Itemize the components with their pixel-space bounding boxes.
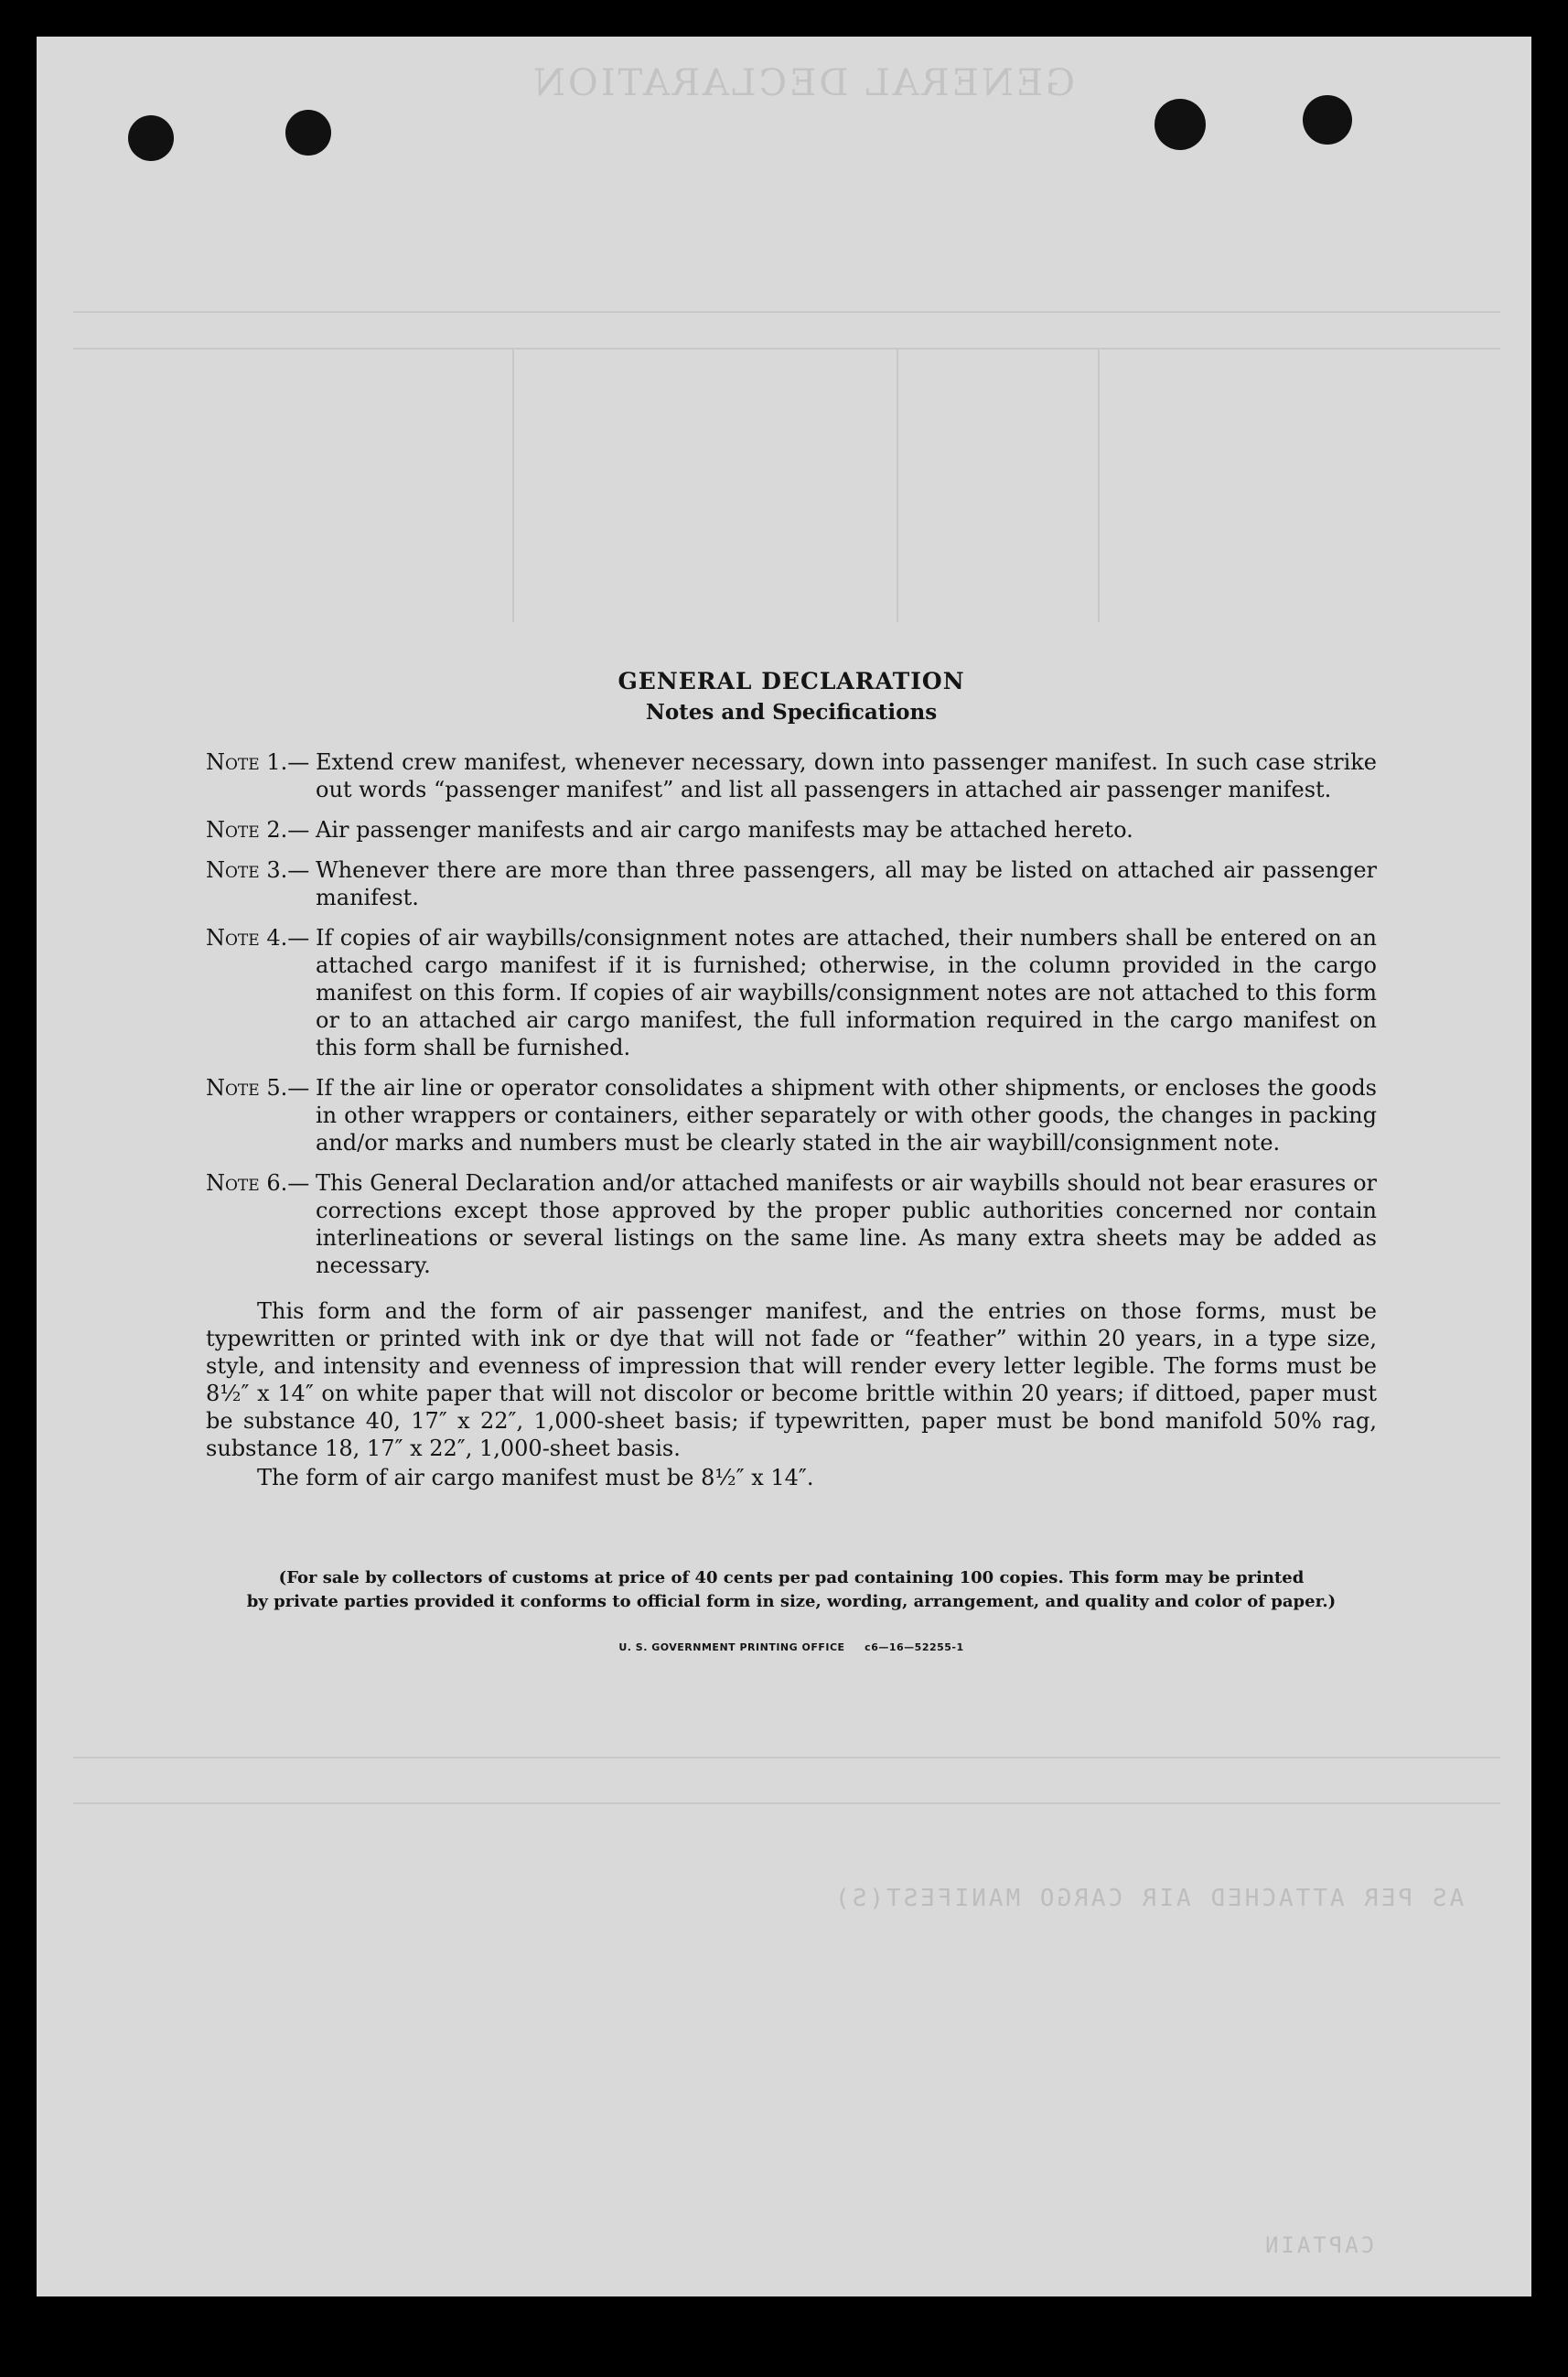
page-subtitle: Notes and Specifications	[645, 700, 938, 725]
printing-office-imprint: U. S. GOVERNMENT PRINTING OFFICE c6—16—52255-1	[618, 1641, 964, 1653]
note-label: Note 5.—	[206, 1075, 310, 1101]
punch-hole	[1303, 95, 1352, 145]
cargo-manifest-size-note: The form of air cargo manifest must be 8½″ x 14″.	[257, 1465, 814, 1490]
notes-and-specifications	[206, 631, 1377, 1653]
note-6	[206, 1169, 1377, 1279]
note-2	[206, 816, 1377, 844]
sale-notice-line: by private parties provided it conforms to official form in size, wording, arrangement, and quality and color of paper.)	[246, 1592, 1337, 1611]
document-page	[37, 37, 1531, 2296]
bleed-through-rule	[897, 348, 898, 622]
note-text: Air passenger manifests and air cargo manifests may be attached hereto.	[316, 817, 1133, 843]
page-title: GENERAL DECLARATION	[618, 668, 965, 694]
note-text: If the air line or operator consolidates a shipment with other shipments, or encloses the goods in other wrappers or containers, either separately or with other goods, the changes in packing and/or marks and numbers must be clearly stated in the air waybill/consignment note.	[316, 1075, 1377, 1156]
bleed-through-rule	[73, 348, 1500, 350]
note-label: Note 2.—	[206, 817, 310, 843]
note-label: Note 4.—	[206, 925, 310, 951]
note-1	[206, 748, 1377, 803]
specification-paragraph: This form and the form of air passenger manifest, and the entries on those forms, must be typewritten or printed with ink or dye that will not fade or “feather” within 20 years, in a type size, style, and intensity and evenness of impression that will render every letter legible. The forms must be 8½″ x 14″ on white paper that will not discolor or become brittle within 20 years; if dittoed, paper must be substance 40, 17″ x 22″, 1,000-sheet basis; if typewritten, paper must be bond manifold 50% rag, substance 18, 17″ x 22″, 1,000-sheet basis.	[206, 1298, 1377, 1461]
note-label: Note 6.—	[206, 1170, 310, 1196]
note-5	[206, 1074, 1377, 1156]
bleed-through-cargo-stamp: AS PER ATTACHED AIR CARGO MANIFEST(S)	[832, 1885, 1465, 1912]
bleed-through-rule	[1098, 348, 1100, 622]
bleed-through-captain: CAPTAIN	[1262, 2232, 1375, 2258]
note-4	[206, 924, 1377, 1061]
bleed-through-rule	[73, 311, 1500, 313]
note-text: Extend crew manifest, whenever necessary, down into passenger manifest. In such case strike out words “passenger manifest” and list all passengers in attached air passenger manifest.	[316, 749, 1377, 802]
note-text: If copies of air waybills/consignment notes are attached, their numbers shall be entered on an attached cargo manifest if it is furnished; otherwise, in the column provided in the cargo manifest on this form. If copies of air waybills/consignment notes are not attached to this form or to an attached air cargo manifest, the full information required in the cargo manifest on this form shall be furnished.	[316, 925, 1377, 1060]
note-3	[206, 856, 1377, 911]
bleed-through-rule	[512, 348, 514, 622]
punch-hole	[1155, 99, 1206, 150]
bleed-through-rule	[73, 1757, 1500, 1759]
note-text: Whenever there are more than three passengers, all may be listed on attached air passenger manifest.	[316, 857, 1377, 910]
bleed-through-title: GENERAL DECLARATION	[531, 62, 1076, 104]
note-label: Note 1.—	[206, 749, 310, 775]
bleed-through-rule	[73, 1802, 1500, 1804]
punch-hole	[128, 115, 174, 161]
sale-notice-line: (For sale by collectors of customs at price of 40 cents per pad containing 100 copies. This form may be printed	[278, 1568, 1305, 1587]
note-label: Note 3.—	[206, 857, 310, 883]
sale-notice	[206, 1566, 1377, 1614]
punch-hole	[285, 110, 331, 156]
note-text: This General Declaration and/or attached manifests or air waybills should not bear erasures or corrections except those approved by the proper public authorities concerned nor contain interlineations or several listings on the same line. As many extra sheets may be added as necessary.	[316, 1170, 1377, 1278]
